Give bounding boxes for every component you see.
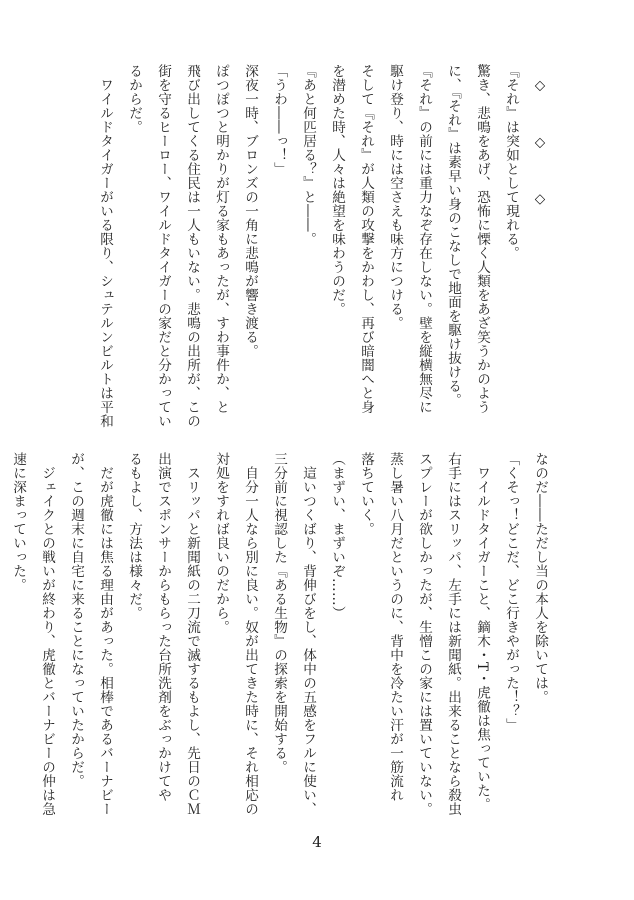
text-line: スプレーが欲しかったが、生憎この家には置いていない。 <box>416 452 432 816</box>
text-line: 驚き、悲鳴をあげ、恐怖に慄く人類をあざ笑うかのよう <box>474 64 490 414</box>
text-line: 街を守るヒーロー、ワイルドタイガーの家だと分かってい <box>155 64 171 428</box>
text-line: 右手にはスリッパ、左手には新聞紙。出来ることなら殺虫 <box>445 452 461 816</box>
text-line: 三分前に視認した『ある生物』の探索を開始する。 <box>271 452 287 774</box>
bottom-text-block <box>0 452 554 816</box>
text-line: 自分一人なら別に良い。奴が出てきた時に、それ相応の <box>242 452 258 816</box>
text-line: 『それ』の前には重力なぞ存在しない。壁を縦横無尽に <box>416 64 432 414</box>
text-line: （まずい、まずいぞ……） <box>329 452 345 620</box>
text-line: 対処をすれば良いのだから。 <box>213 452 229 634</box>
text-line: 蒸し暑い八月だというのに、背中を冷たい汗が一筋流れ <box>387 452 403 802</box>
page-number: 4 <box>312 833 322 851</box>
text-line: ジェイクとの戦いが終わり、虎徹とバーナビーの仲は急 <box>39 452 55 816</box>
text-line: ぽつぽつと明かりが灯る家もあったが、すわ事件か、と <box>213 64 229 414</box>
text-line: を潜めた時、人々は絶望を味わうのだ。 <box>329 64 345 316</box>
text-line: 這いつくばり、背伸びをし、体中の五感をフルに使い、 <box>300 452 316 816</box>
text-line: に、『それ』は素早い身のこなしで地面を駆け抜ける。 <box>445 64 461 408</box>
section-separator: ◇ ◇ ◇ <box>532 64 548 208</box>
text-line <box>0 452 3 812</box>
text-line: 『あと何匹居る？』と――。 <box>300 64 316 246</box>
text-line: るもよし、方法は様々だ。 <box>126 452 142 620</box>
text-line: るからだ。 <box>126 64 142 134</box>
text-line: 駆け登り、時には空さえも味方につける。 <box>387 64 403 330</box>
top-text-block <box>90 64 554 428</box>
text-line: 『それ』は突如として現れる。 <box>503 64 519 260</box>
text-line: ワイルドタイガーがいる限り、シュテルンビルトは平和 <box>97 64 113 428</box>
text-line: 「くそっ！どこだ、どこ行きやがった！？」 <box>503 452 519 732</box>
text-line: が、この週末に自宅に来ることになっていたからだ。 <box>68 452 84 788</box>
text-line: だが虎徹には焦る理由があった。相棒であるバーナビー <box>97 452 113 816</box>
text-line: 落ちていく。 <box>358 452 374 536</box>
text-line: 速に深まっていった。 <box>10 452 26 592</box>
text-line: スリッパと新聞紙の二刀流で滅するもよし、先日のＣＭ <box>184 452 200 816</box>
text-line: そして『それ』が人類の攻撃をかわし、再び暗闇へと身 <box>358 64 374 414</box>
text-line: 「うわ――っ！」 <box>271 64 287 176</box>
text-line: なのだ――ただし当の本人を除いては。 <box>532 452 548 704</box>
text-line: 深夜一時、ブロンズの一角に悲鳴が響き渡る。 <box>242 64 258 358</box>
text-line: 出演でスポンサーからもらった台所洗剤をぶっかけてや <box>155 452 171 802</box>
text-line: 飛び出してくる住民は一人もいない。悲鳴の出所が、この <box>184 64 200 428</box>
text-line: ワイルドタイガーこと、鏑木・T・虎徹は焦っていた。 <box>474 452 490 812</box>
